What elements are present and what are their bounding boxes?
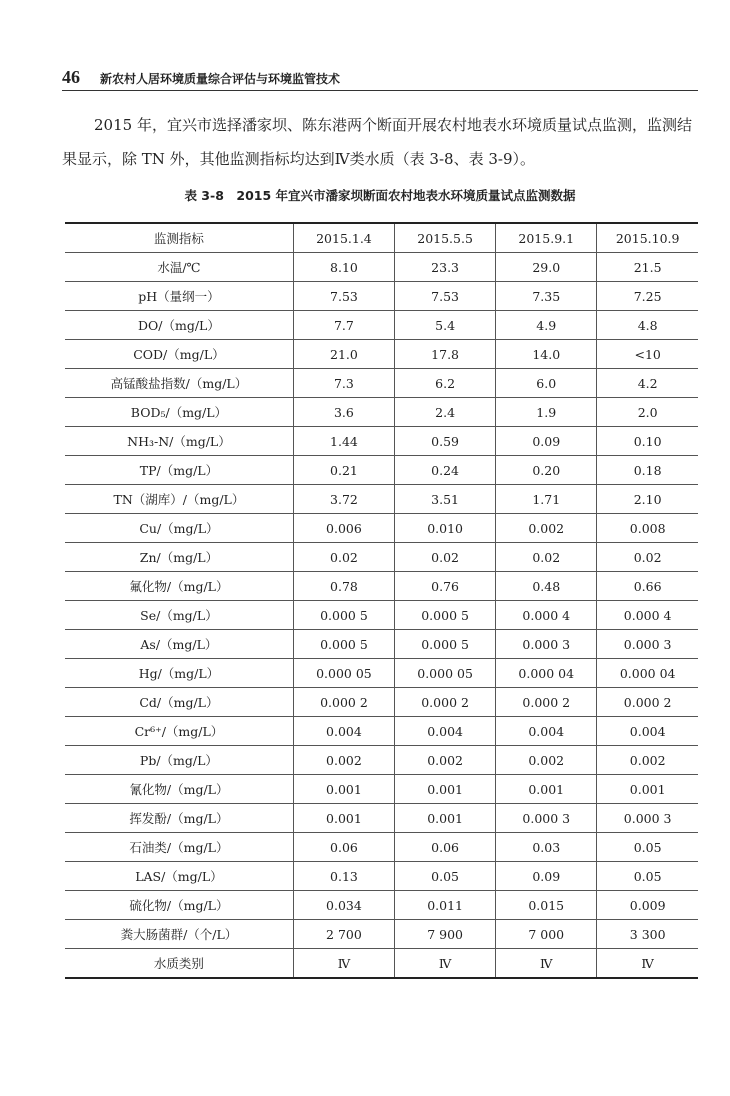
table-row [65,456,698,485]
table-cell-value: 1.44 [293,427,394,456]
table-row [65,920,698,949]
table-cell-value: 23.3 [395,253,496,282]
table-cell-value: 0.76 [395,572,496,601]
table-cell-value: 0.034 [293,891,394,920]
table-cell-value: 21.5 [597,253,698,282]
table-row [65,311,698,340]
row-indicator-label: Zn/（mg/L） [65,543,293,572]
row-indicator-label: pH（量纲一） [65,282,293,311]
table-cell-value: 0.001 [293,804,394,833]
table-cell-value: 6.0 [496,369,597,398]
table-cell-value: 0.009 [597,891,698,920]
row-indicator-label: DO/（mg/L） [65,311,293,340]
table-cell-value: 0.010 [395,514,496,543]
table-cell-value: 3.72 [293,485,394,514]
table-cell-value: Ⅳ [395,949,496,979]
table-cell-value: 0.002 [597,746,698,775]
table-cell-value: 0.000 5 [293,630,394,659]
table-cell-value: 2.0 [597,398,698,427]
table-cell-value: 21.0 [293,340,394,369]
table-cell-value: 0.006 [293,514,394,543]
table-cell-value: 4.2 [597,369,698,398]
table-row [65,891,698,920]
row-indicator-label: Se/（mg/L） [65,601,293,630]
column-header-date: 2015.10.9 [597,223,698,253]
table-cell-value: 4.9 [496,311,597,340]
table-cell-value: 0.001 [395,775,496,804]
table-cell-value: 3.51 [395,485,496,514]
body-paragraph: 2015 年，宜兴市选择潘家坝、陈东港两个断面开展农村地表水环境质量试点监测，监测结果显示，除 TN 外，其他监测指标均达到Ⅳ类水质（表 3-8、表 3-9）。 [62,116,692,168]
table-cell-value: 0.000 04 [496,659,597,688]
table-cell-value: 7.53 [293,282,394,311]
table-row [65,601,698,630]
table-row [65,833,698,862]
row-indicator-label: 氰化物/（mg/L） [65,775,293,804]
table-cell-value: 0.002 [496,746,597,775]
row-indicator-label: LAS/（mg/L） [65,862,293,891]
table-cell-value: 0.000 2 [496,688,597,717]
table-cell-value: 7 000 [496,920,597,949]
row-indicator-label: 硫化物/（mg/L） [65,891,293,920]
table-cell-value: 3.6 [293,398,394,427]
table-cell-value: 0.48 [496,572,597,601]
table-row [65,862,698,891]
row-indicator-label: Cu/（mg/L） [65,514,293,543]
page-number: 46 [62,67,80,87]
table-cell-value: 1.71 [496,485,597,514]
table-row [65,630,698,659]
table-row [65,804,698,833]
table-cell-value: 0.05 [597,862,698,891]
table-row [65,369,698,398]
row-indicator-label: As/（mg/L） [65,630,293,659]
table-cell-value: 0.000 3 [496,804,597,833]
column-header-date: 2015.5.5 [395,223,496,253]
table-cell-value: 0.004 [395,717,496,746]
table-cell-value: 0.000 04 [597,659,698,688]
table-row [65,514,698,543]
table-cell-value: 0.000 5 [395,630,496,659]
table-cell-value: 0.10 [597,427,698,456]
row-indicator-label: 水温/℃ [65,253,293,282]
row-indicator-label: 高锰酸盐指数/（mg/L） [65,369,293,398]
table-cell-value: 0.002 [496,514,597,543]
table-cell-value: 0.008 [597,514,698,543]
row-indicator-label: Pb/（mg/L） [65,746,293,775]
table-row [65,688,698,717]
table-cell-value: 0.06 [293,833,394,862]
table-cell-value: 7.25 [597,282,698,311]
table-cell-value: 2.4 [395,398,496,427]
table-cell-value: 7.3 [293,369,394,398]
table-cell-value: 0.24 [395,456,496,485]
table-cell-value: 29.0 [496,253,597,282]
table-cell-value: 0.66 [597,572,698,601]
table-cell-value: 17.8 [395,340,496,369]
table-cell-value: 0.21 [293,456,394,485]
table-cell-value: 0.05 [597,833,698,862]
table-caption: 表 3-8 2015 年宜兴市潘家坝断面农村地表水环境质量试点监测数据 [184,188,576,203]
table-cell-value: 4.8 [597,311,698,340]
table-cell-value: 0.03 [496,833,597,862]
running-title: 新农村人居环境质量综合评估与环境监管技术 [100,72,341,86]
table-header-row [65,223,698,253]
table-row [65,949,698,979]
table-cell-value: 0.02 [496,543,597,572]
table-row [65,659,698,688]
row-indicator-label: 粪大肠菌群/（个/L） [65,920,293,949]
table-cell-value: 0.000 05 [395,659,496,688]
table-cell-value: 0.05 [395,862,496,891]
table-cell-value: 7.7 [293,311,394,340]
table-cell-value: 0.18 [597,456,698,485]
table-cell-value: 0.000 2 [293,688,394,717]
table-cell-value: 0.000 3 [597,804,698,833]
table-cell-value: 0.02 [597,543,698,572]
table-cell-value: 0.001 [395,804,496,833]
row-indicator-label: TP/（mg/L） [65,456,293,485]
table-cell-value: 0.20 [496,456,597,485]
table-cell-value: 8.10 [293,253,394,282]
table-row [65,543,698,572]
table-cell-value: 0.09 [496,427,597,456]
table-row [65,746,698,775]
table-cell-value: 1.9 [496,398,597,427]
table-cell-value: 7.53 [395,282,496,311]
table-cell-value: 0.002 [293,746,394,775]
table-cell-value: 7 900 [395,920,496,949]
table-cell-value: 0.004 [597,717,698,746]
table-row [65,485,698,514]
column-header-indicator: 监测指标 [65,223,293,253]
table-row [65,398,698,427]
table-cell-value: 3 300 [597,920,698,949]
row-indicator-label: Cd/（mg/L） [65,688,293,717]
table-cell-value: <10 [597,340,698,369]
table-cell-value: 14.0 [496,340,597,369]
table-row [65,427,698,456]
table-cell-value: Ⅳ [597,949,698,979]
table-cell-value: 0.000 05 [293,659,394,688]
column-header-date: 2015.1.4 [293,223,394,253]
table-cell-value: 0.000 5 [293,601,394,630]
table-row [65,572,698,601]
table-cell-value: 0.000 3 [496,630,597,659]
table-cell-value: 0.001 [293,775,394,804]
table-cell-value: 0.002 [395,746,496,775]
row-indicator-label: 水质类别 [65,949,293,979]
row-indicator-label: NH₃-N/（mg/L） [65,427,293,456]
row-indicator-label: COD/（mg/L） [65,340,293,369]
table-cell-value: 0.13 [293,862,394,891]
table-cell-value: 0.000 2 [597,688,698,717]
row-indicator-label: 石油类/（mg/L） [65,833,293,862]
row-indicator-label: BOD₅/（mg/L） [65,398,293,427]
table-cell-value: 7.35 [496,282,597,311]
table-row [65,253,698,282]
table-cell-value: 6.2 [395,369,496,398]
table-row [65,717,698,746]
table-row [65,340,698,369]
table-cell-value: 0.02 [395,543,496,572]
table-cell-value: 0.004 [496,717,597,746]
table-cell-value: 0.015 [496,891,597,920]
table-cell-value: 0.000 5 [395,601,496,630]
row-indicator-label: Cr⁶⁺/（mg/L） [65,717,293,746]
table-cell-value: 0.004 [293,717,394,746]
table-cell-value: 5.4 [395,311,496,340]
table-cell-value: 0.000 3 [597,630,698,659]
table-cell-value: 0.001 [597,775,698,804]
table-cell-value: Ⅳ [496,949,597,979]
running-header [62,66,698,91]
row-indicator-label: TN（湖库）/（mg/L） [65,485,293,514]
row-indicator-label: 氟化物/（mg/L） [65,572,293,601]
row-indicator-label: Hg/（mg/L） [65,659,293,688]
table-cell-value: 0.001 [496,775,597,804]
table-cell-value: 0.09 [496,862,597,891]
table-row [65,775,698,804]
table-cell-value: 0.02 [293,543,394,572]
table-cell-value: 0.59 [395,427,496,456]
table-body [65,253,698,979]
table-cell-value: 0.011 [395,891,496,920]
table-cell-value: 0.000 2 [395,688,496,717]
table-cell-value: 0.000 4 [597,601,698,630]
row-indicator-label: 挥发酚/（mg/L） [65,804,293,833]
table-cell-value: 0.06 [395,833,496,862]
table-cell-value: 2 700 [293,920,394,949]
table-cell-value: 0.78 [293,572,394,601]
table-cell-value: 2.10 [597,485,698,514]
column-header-date: 2015.9.1 [496,223,597,253]
table-cell-value: Ⅳ [293,949,394,979]
monitoring-data-table [65,222,698,979]
table-row [65,282,698,311]
table-cell-value: 0.000 4 [496,601,597,630]
